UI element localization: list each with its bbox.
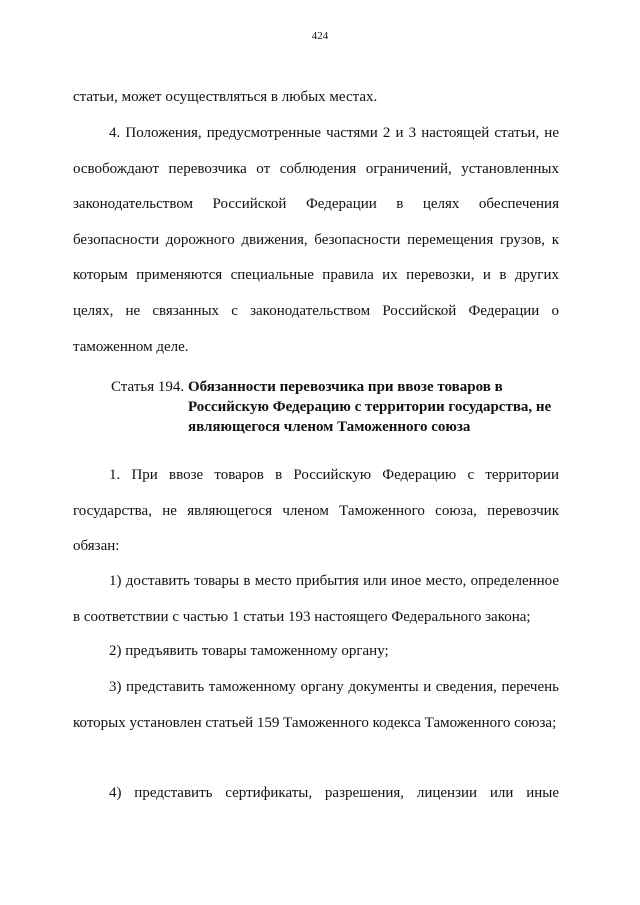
paragraph-part-4: 4. Положения, предусмотренные частями 2 и 3 настоящей статьи, не освобождают перевозчика от соблюдения ограничений, установленных законодательством Российской Федерации в целях обеспечения безопасности дорожного движения, безопасности перемещения грузов, к которым применяются специальные правила их перевозки, и в других целях, не связанных с законодательством Российской Федерации о таможенном деле. xyxy=(73,125,559,355)
list-item-4: 4) представить сертификаты, разрешения, лицензии или иные xyxy=(109,785,559,801)
page-number: 424 xyxy=(311,30,329,42)
list-item-3: 3) представить таможенному органу документы и сведения, перечень которых установлен статьей 159 Таможенного кодекса Таможенного союза; xyxy=(73,679,559,731)
article-number: Статья 194. xyxy=(111,379,185,395)
list-item-2: 2) предъявить товары таможенному органу; xyxy=(109,643,389,659)
paragraph-part-1: 1. При ввозе товаров в Российскую Федерацию с территории государства, не являющегося членом Таможенного союза, перевозчик обязан: xyxy=(73,467,559,555)
article-title-line: являющегося членом Таможенного союза xyxy=(188,419,471,435)
article-title-line: Российскую Федерацию с территории государства, не xyxy=(188,399,552,415)
list-item-1: 1) доставить товары в место прибытия или иное место, определенное в соответствии с частью 1 статьи 193 настоящего Федерального закона; xyxy=(73,573,559,625)
paragraph-continuation: статьи, может осуществляться в любых местах. xyxy=(73,89,378,105)
article-title-line: Обязанности перевозчика при ввозе товаров в xyxy=(188,379,503,395)
article-title xyxy=(188,377,581,437)
